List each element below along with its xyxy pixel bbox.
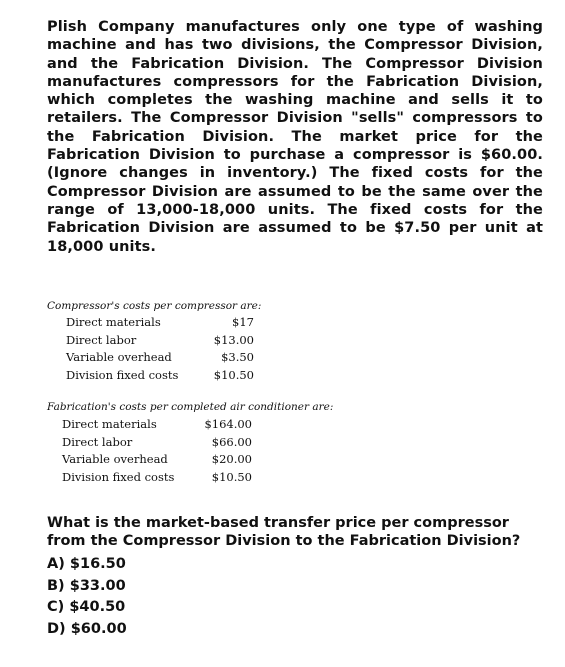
cost-value: $10.50 <box>213 367 254 382</box>
cost-value: $10.50 <box>211 469 252 484</box>
question-text: What is the market-based transfer price per compressor from the Compressor Division to the Fabrication Division? <box>47 515 521 549</box>
cost-label: Direct labor <box>62 434 133 449</box>
cost-value: $13.00 <box>213 332 254 347</box>
table-row <box>62 416 252 434</box>
cost-value: $20.00 <box>211 452 252 466</box>
cost-value: $3.50 <box>221 350 254 364</box>
answer-option-a[interactable]: A) $16.50 <box>47 556 126 572</box>
table-row <box>66 314 254 332</box>
table-row <box>66 332 254 350</box>
table-row <box>62 469 252 487</box>
cost-label: Variable overhead <box>62 452 168 466</box>
cost-value: $17 <box>232 315 254 329</box>
fabrication-costs-title: Fabrication's costs per completed air conditioner are: <box>47 401 334 413</box>
table-row <box>62 451 252 469</box>
cost-label: Direct materials <box>62 417 157 431</box>
compressor-costs-title: Compressor's costs per compressor are: <box>47 300 262 312</box>
cost-label: Direct materials <box>66 315 161 329</box>
cost-label: Division fixed costs <box>66 367 179 382</box>
table-row <box>62 434 252 452</box>
table-row <box>66 367 254 385</box>
answer-option-d[interactable]: D) $60.00 <box>47 620 127 637</box>
cost-value: $164.00 <box>204 417 252 431</box>
cost-value: $66.00 <box>211 434 252 449</box>
answer-option-b[interactable]: B) $33.00 <box>47 577 126 594</box>
cost-label: Division fixed costs <box>62 469 175 484</box>
answer-options <box>47 554 127 640</box>
compressor-costs-table <box>66 314 254 384</box>
cost-label: Variable overhead <box>66 350 172 364</box>
problem-statement: Plish Company manufactures only one type of washing machine and has two divisions, the Compressor Division, and the Fabrication Division. The Compressor Division manufactures compressors for the Fabrication Division, which completes the washing machine and sells it to retailers. The Compressor Division "sells" compressors to the Fabrication Division. The market price for the Fabrication Division to purchase a compressor is $60.00. (Ignore changes in inventory.) The fixed costs for the Compressor Division are assumed to be the same over the range of 13,000-18,000 units. The fixed costs for the Fabrication Division are assumed to be $7.50 per unit at 18,000 units. <box>47 19 543 255</box>
fabrication-costs-table <box>62 416 252 486</box>
answer-option-c[interactable]: C) $40.50 <box>47 599 126 615</box>
table-row <box>66 349 254 367</box>
cost-label: Direct labor <box>66 332 137 347</box>
